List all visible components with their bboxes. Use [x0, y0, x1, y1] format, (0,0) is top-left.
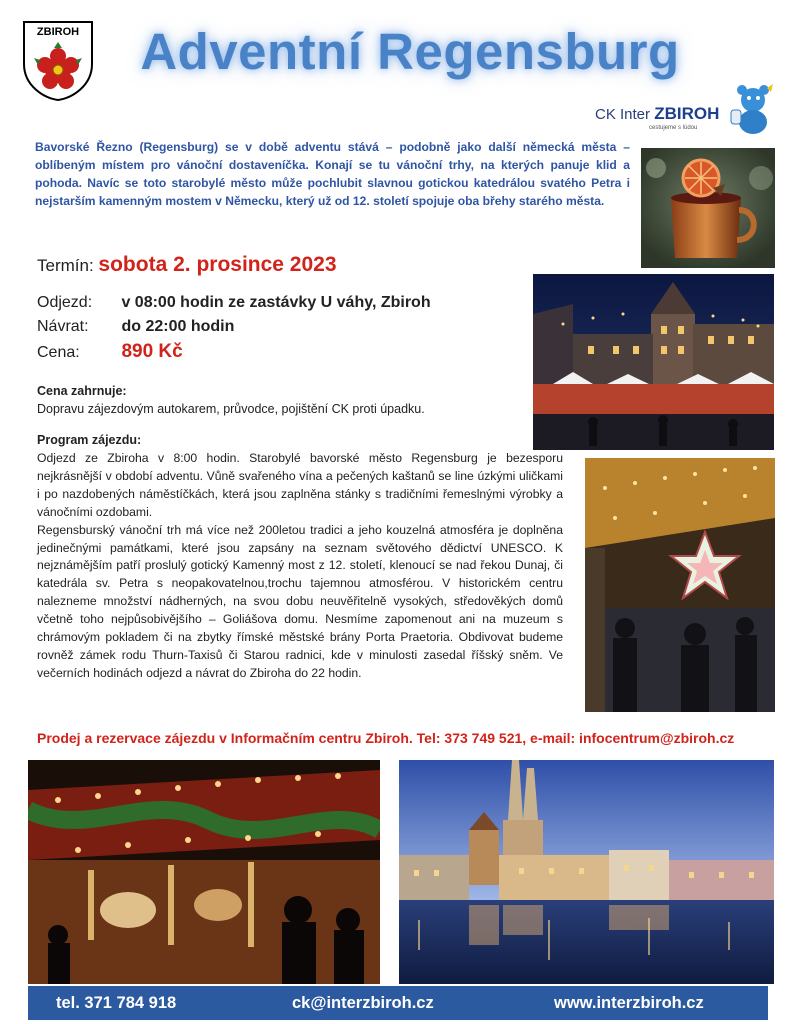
- agency-name: [595, 104, 719, 124]
- return-label: Návrat:: [37, 318, 89, 335]
- trip-price: [37, 341, 183, 363]
- town-crest: [22, 20, 94, 102]
- trip-date: [37, 253, 337, 277]
- departure-label: Odjezd:: [37, 294, 93, 311]
- footer-phone[interactable]: tel. 371 784 918: [56, 994, 177, 1012]
- trip-departure: [37, 294, 431, 312]
- market-stall-star-photo: [585, 458, 775, 712]
- regensburg-skyline-photo: [399, 760, 774, 984]
- carousel-photo: [28, 760, 380, 984]
- mulled-wine-photo: [641, 148, 775, 268]
- program-title: Program zájezdu:: [37, 433, 142, 447]
- page-title: Adventní Regensburg: [140, 23, 680, 80]
- program-paragraph-2: Regensburský vánoční trh má více než 200letou tradici a jeho kouzelná atmosféra je doplněna jedinečnými památkami, které jsou zapsány na seznam světového dědictví UNESCO. K nejznámějším patří proslulý gotický Kamenný most z 12. století, klenoucí se nad řekou Dunaj, či katedrála sv. Petra s neopakovatelnou,trochu tajemnou atmosférou. V historickém centru nalezneme množství nádherných, na svou dobu neuvěřitelně vysokých, středověkých domů včetně toho nejpůsobivějšího – Goliášova domu. Nesmíme zapomenout ani na muzeum s chrámovým pokladem či na zbytky římské městské brány Porta Praetoria. Obdivovat budeme rovněž zámek rodu Thurn-Taxisů či Starou radnici, kde v minulosti zasedal říšský sněm. Ve večerních hodinách odjezd a návrat do Zbiroha do 22 hodin.: [37, 522, 563, 680]
- departure-value: v 08:00 hodin ze zastávky U váhy, Zbiroh: [121, 294, 431, 311]
- footer-bar: [28, 986, 768, 1020]
- agency-prefix: CK Inter: [595, 106, 651, 123]
- date-label: Termín:: [37, 256, 94, 275]
- footer-email[interactable]: ck@interzbiroh.cz: [292, 994, 434, 1012]
- mascot-icon: [727, 84, 775, 136]
- agency-brand: ZBIROH: [654, 104, 720, 123]
- footer-web[interactable]: www.interzbiroh.cz: [554, 994, 704, 1012]
- intro-paragraph: Bavorské Řezno (Regensburg) se v době adventu stává – podobně jako další německá města – oblíbeným místem pro vánoční dostaveníčka. Konají se tu vánoční trhy, na kterých panuje klid a pohoda. Navíc se toto starobylé město může pochlubit slavnou gotickou katedrálou svatého Petra i nejstarším kamenným mostem v Německu, který už od 12. století spojuje oba břehy starého města.: [35, 140, 630, 208]
- agency-tagline: cestujeme s lúdou: [649, 125, 698, 131]
- crest-name: ZBIROH: [36, 26, 80, 38]
- sales-info: Prodej a rezervace zájezdu v Informačním centru Zbiroh. Tel: 373 749 521, e-mail: infocentrum@zbiroh.cz: [37, 730, 735, 746]
- return-value: do 22:00 hodin: [121, 318, 235, 335]
- program-paragraph-1: Odjezd ze Zbiroha v 8:00 hodin. Starobylé bavorské město Regensburg je bezesporu nejkrásnější v období adventu. Vůně svařeného vína a pečených kaštanů se line úzkými uličkami i po nazdobených náměstíčkách, která jsou zaplněna stánky s tradičními řemeslnými výrobky a vánočními ozdobami.: [37, 451, 563, 519]
- agency-logo: [595, 84, 785, 140]
- program-text: [37, 450, 563, 683]
- trip-return: [37, 318, 234, 336]
- includes-text: Dopravu zájezdovým autokarem, průvodce, pojištění CK proti úpadku.: [37, 402, 425, 416]
- christmas-market-square-photo: [533, 274, 774, 450]
- price-value: 890 Kč: [121, 341, 183, 362]
- date-value: sobota 2. prosince 2023: [98, 253, 337, 276]
- includes-title: Cena zahrnuje:: [37, 384, 127, 398]
- price-label: Cena:: [37, 344, 80, 361]
